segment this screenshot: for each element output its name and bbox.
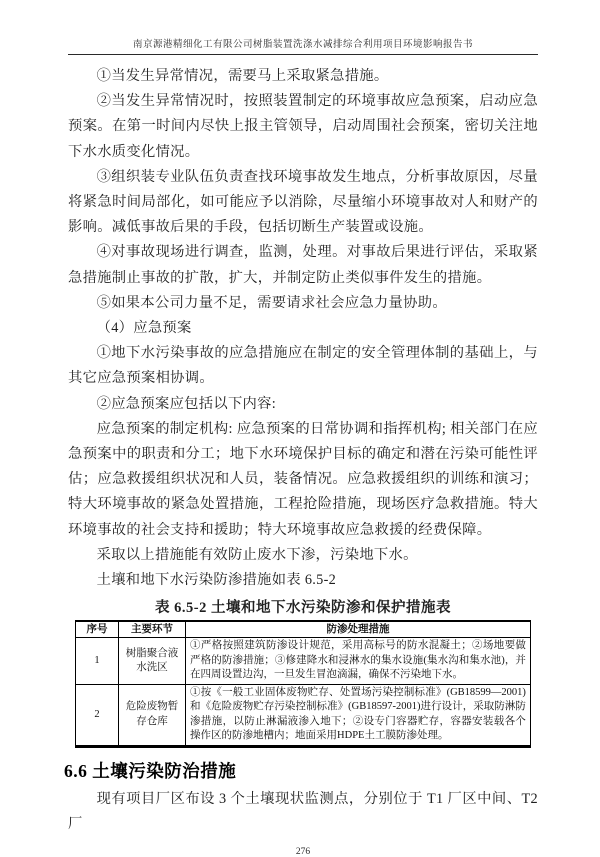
paragraph: 现有项目厂区布设 3 个土壤现状监测点，分别位于 T1 厂区中间、T2 厂 bbox=[68, 790, 538, 832]
paragraph: 应急预案的制定机构: 应急预案的日常协调和指挥机构; 相关部门在应急预案中的职责和分工；地下水环境保护目标的确定和潜在污染可能性评估；应急救援组织状况和人员，装备情况。应急救援组织的训练和演习；特大环境事故的紧急处置措施，工程抢险措施，现场医疗急救措施。特大环境事故的社会支持和援助；特大环境事故应急救援的经费保障。 bbox=[68, 420, 538, 538]
table-cell-no: 2 bbox=[76, 684, 119, 746]
document-body bbox=[64, 64, 538, 837]
measures-table bbox=[75, 620, 531, 748]
table-cell-stage: 危险废物暂存仓库 bbox=[119, 684, 186, 746]
table-cell-measures: ①严格按照建筑防渗设计规范，采用高标号的防水混凝土；②场地要做严格的防渗措施；③修建降水和浸淋水的集水设施(集水沟和集水池)，并在四周设置边沟，一旦发生冒泡滴漏，确保不污染地下水。 bbox=[186, 638, 531, 685]
table-header-no: 序号 bbox=[76, 621, 119, 638]
section-heading: 6.6 土壤污染防治措施 bbox=[64, 760, 237, 781]
table-caption: 表 6.5-2 土壤和地下水污染防渗和保护措施表 bbox=[155, 600, 451, 617]
table-cell-no: 1 bbox=[76, 638, 119, 685]
paragraph-table-reference: 土壤和地下水污染防渗措施如表 6.5-2 bbox=[96, 572, 337, 589]
paragraph: ①地下水污染事故的应急措施应在制定的安全管理体制的基础上，与其它应急预案相协调。 bbox=[68, 345, 538, 387]
paragraph: ②应急预案应包括以下内容: bbox=[96, 395, 277, 412]
paragraph: ③组织装专业队伍负责查找环境事故发生地点，分析事故原因，尽量将紧急时间局部化，如可能应予以消除，尽量缩小环境事故对人和财产的影响。减低事故后果的手段，包括切断生产装置或设施。 bbox=[68, 168, 538, 236]
table-cell-measures: ①按《一般工业固体废物贮存、处置场污染控制标准》(GB18599—2001)和《危险废物贮存污染控制标准》(GB18597-2001)进行设计，采取防淋防渗措施，以防止淋漏液渗入地下；②设专门容器贮存，容器安装载各个操作区的防渗地槽内；地面采用HDPE土工膜防渗处理。 bbox=[186, 684, 531, 746]
page-number: 276 bbox=[295, 847, 311, 857]
table-row bbox=[76, 638, 531, 685]
table-header-measures: 防渗处理措施 bbox=[186, 621, 531, 638]
table-cell-stage: 树脂聚合液水洗区 bbox=[119, 638, 186, 685]
paragraph: ⑤如果本公司力量不足，需要请求社会应急力量协助。 bbox=[96, 294, 447, 311]
page-header-title: 南京源港精细化工有限公司树脂装置洗涤水减排综合利用项目环境影响报告书 bbox=[68, 36, 538, 55]
table-header-row bbox=[76, 621, 531, 638]
paragraph: ①当发生异常情况，需要马上采取紧急措施。 bbox=[96, 68, 389, 84]
table-header-stage: 主要环节 bbox=[119, 621, 186, 638]
paragraph: ②当发生异常情况时，按照装置制定的环境事故应急预案，启动应急预案。在第一时间内尽快上报主管领导，启动周围社会预案，密切关注地下水水质变化情况。 bbox=[68, 93, 538, 160]
paragraph: 采取以上措施能有效防止废水下渗，污染地下水。 bbox=[96, 546, 418, 563]
paragraph: ④对事故现场进行调查，监测，处理。对事故后果进行评估，采取紧急措施制止事故的扩散，扩大，并制定防止类似事件发生的措施。 bbox=[68, 244, 538, 286]
table-row bbox=[76, 684, 531, 746]
paragraph-subheading: （4）应急预案 bbox=[96, 320, 192, 337]
